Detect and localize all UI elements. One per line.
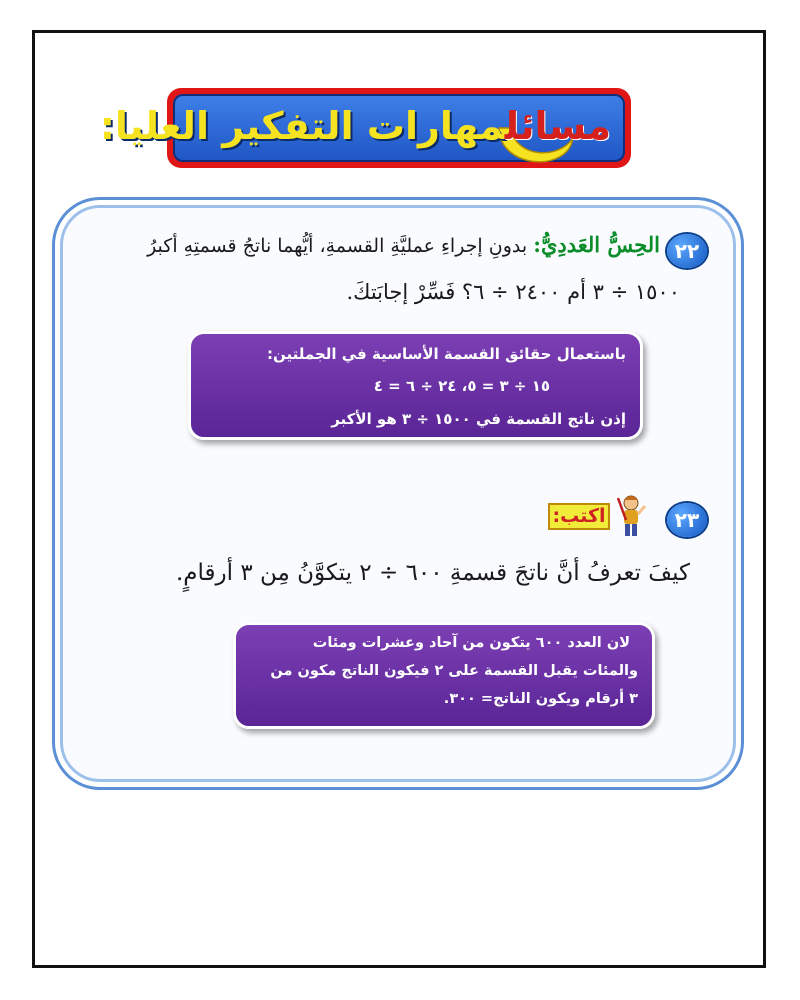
question-22-line-2: ١٥٠٠ ÷ ٣ أم ٢٤٠٠ ÷ ٦؟ فَسِّرْ إجابَتكَ. xyxy=(346,280,680,304)
question-22-text-1: بدونِ إجراءِ عمليَّةِ القسمةِ، أيُّهما ناتجُ قسمتِهِ أكبرُ xyxy=(147,235,528,257)
boy-writing-icon xyxy=(614,494,648,538)
question-23-text: كيفَ تعرفُ أنَّ ناتجَ قسمةِ ٦٠٠ ÷ ٢ يتكوَّنُ مِن ٣ أرقامٍ. xyxy=(175,560,690,586)
answer-22-line-2: ١٥ ÷ ٣ = ٥، ٢٤ ÷ ٦ = ٤ xyxy=(373,377,550,395)
answer-22-line-1: باستعمال حقائق القسمة الأساسية في الجملتين: xyxy=(267,345,626,363)
answer-23-line-3: ٣ أرقام ويكون الناتج= ٣٠٠. xyxy=(443,691,638,707)
answer-23-line-1: لان العدد ٦٠٠ يتكون من آحاد وعشرات ومئات xyxy=(312,635,630,651)
question-22-line-1 xyxy=(147,232,660,257)
title-word-masael: مسائل xyxy=(504,104,611,148)
page-title xyxy=(100,104,611,148)
write-badge: اكتب: xyxy=(548,503,610,530)
question-22-number: ٢٢ xyxy=(667,234,707,268)
question-22-label: الحِسُّ العَددِيُّ: xyxy=(533,232,660,257)
title-rest: مهارات التفكير العليا: xyxy=(99,104,505,148)
title-banner-inner xyxy=(99,94,625,162)
question-23-number: ٢٣ xyxy=(667,503,707,537)
question-23-answer-box xyxy=(233,622,655,729)
answer-23-line-2: والمئات يقبل القسمة على ٢ فيكون الناتج مكون من xyxy=(270,663,638,679)
question-22-answer-box xyxy=(188,331,643,440)
title-banner xyxy=(99,88,631,168)
answer-22-line-3: إذن ناتج القسمة في ١٥٠٠ ÷ ٣ هو الأكبر xyxy=(331,410,626,428)
